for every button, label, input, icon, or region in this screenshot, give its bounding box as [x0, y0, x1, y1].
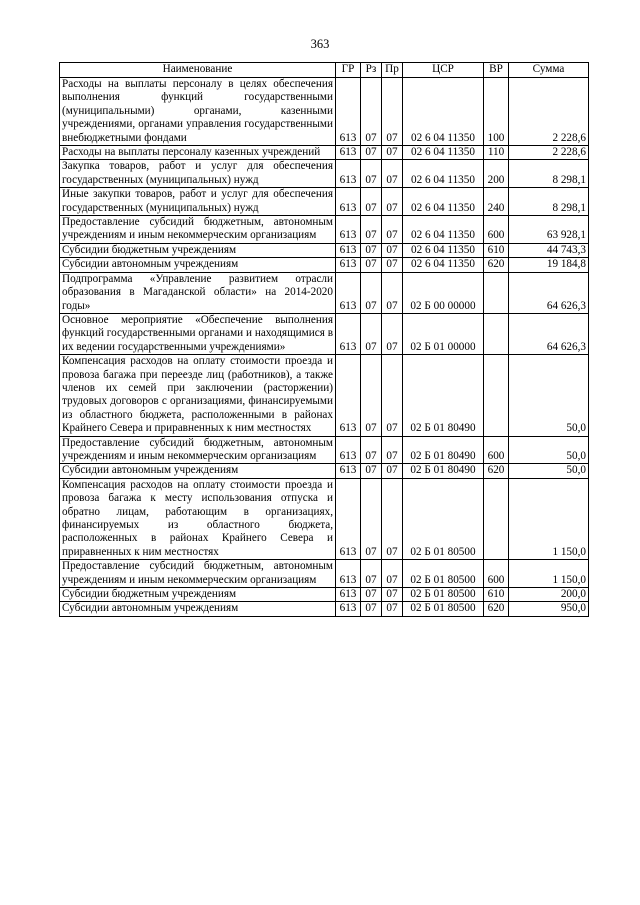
- table-row: [60, 78, 589, 146]
- cell-name: Расходы на выплаты персоналу казенных учреждений: [60, 146, 336, 160]
- table-row: [60, 258, 589, 272]
- cell-sum: 50,0: [509, 355, 589, 436]
- cell-rz: 07: [361, 216, 382, 244]
- cell-name: Компенсация расходов на оплату стоимости проезда и провоза багажа к месту использования отпуска и обратно лицам, работающим в организациях, финансируемых из областного бюджета, расположенных в районах Крайнего Севера и приравненных к ним местностях: [60, 478, 336, 559]
- cell-name: Предоставление субсидий бюджетным, автономным учреждениям и иным некоммерческим организациям: [60, 216, 336, 244]
- cell-name: Подпрограмма «Управление развитием отрасли образования в Магаданской области» на 2014-2020 годы»: [60, 272, 336, 313]
- table-row: [60, 188, 589, 216]
- page-number: 363: [310, 37, 330, 51]
- cell-rz: 07: [361, 602, 382, 616]
- cell-csr: 02 Б 01 80500: [403, 478, 484, 559]
- header-vr: ВР: [484, 63, 509, 78]
- cell-name: Предоставление субсидий бюджетным, автономным учреждениям и иным некоммерческим организациям: [60, 560, 336, 588]
- cell-csr: 02 Б 01 80500: [403, 588, 484, 602]
- cell-pr: 07: [382, 464, 403, 478]
- cell-rz: 07: [361, 478, 382, 559]
- cell-rz: 07: [361, 464, 382, 478]
- cell-csr: 02 6 04 11350: [403, 146, 484, 160]
- cell-csr: 02 Б 01 00000: [403, 313, 484, 354]
- cell-pr: 07: [382, 160, 403, 188]
- cell-csr: 02 Б 01 80490: [403, 355, 484, 436]
- budget-table: [59, 62, 589, 617]
- cell-pr: 07: [382, 146, 403, 160]
- table-row: [60, 160, 589, 188]
- cell-pr: 07: [382, 478, 403, 559]
- cell-rz: 07: [361, 436, 382, 464]
- cell-rz: 07: [361, 160, 382, 188]
- cell-rz: 07: [361, 146, 382, 160]
- cell-csr: 02 Б 01 80490: [403, 436, 484, 464]
- table-row: [60, 146, 589, 160]
- cell-gr: 613: [336, 464, 361, 478]
- cell-name: Основное мероприятие «Обеспечение выполнения функций государственными органами и находящимися в их ведении государственными учреждениями»: [60, 313, 336, 354]
- table-row: [60, 216, 589, 244]
- cell-vr: 600: [484, 436, 509, 464]
- header-name: Наименование: [60, 63, 336, 78]
- cell-vr: 110: [484, 146, 509, 160]
- table-row: [60, 436, 589, 464]
- cell-gr: 613: [336, 436, 361, 464]
- cell-gr: 613: [336, 243, 361, 257]
- table-row: [60, 588, 589, 602]
- cell-name: Иные закупки товаров, работ и услуг для обеспечения государственных (муниципальных) нужд: [60, 188, 336, 216]
- cell-rz: 07: [361, 258, 382, 272]
- cell-gr: 613: [336, 188, 361, 216]
- cell-pr: 07: [382, 243, 403, 257]
- table-row: [60, 313, 589, 354]
- cell-vr: 610: [484, 243, 509, 257]
- cell-pr: 07: [382, 313, 403, 354]
- cell-gr: 613: [336, 313, 361, 354]
- cell-pr: 07: [382, 272, 403, 313]
- cell-sum: 1 150,0: [509, 478, 589, 559]
- cell-gr: 613: [336, 560, 361, 588]
- cell-rz: 07: [361, 272, 382, 313]
- cell-gr: 613: [336, 78, 361, 146]
- header-sum: Сумма: [509, 63, 589, 78]
- cell-gr: 613: [336, 355, 361, 436]
- cell-pr: 07: [382, 588, 403, 602]
- cell-name: Компенсация расходов на оплату стоимости проезда и провоза багажа при переезде лиц (работников), а также членов их семей при заключении (расторжении) трудовых договоров с организациями, финансируемыми из областного бюджета, расположенными в районах Крайнего Севера и приравненных к ним местностях: [60, 355, 336, 436]
- cell-csr: 02 6 04 11350: [403, 258, 484, 272]
- cell-vr: 620: [484, 258, 509, 272]
- cell-sum: 2 228,6: [509, 78, 589, 146]
- table-row: [60, 355, 589, 436]
- table-body: [60, 78, 589, 617]
- cell-pr: 07: [382, 216, 403, 244]
- cell-vr: 610: [484, 588, 509, 602]
- cell-name: Субсидии бюджетным учреждениям: [60, 243, 336, 257]
- cell-name: Субсидии автономным учреждениям: [60, 258, 336, 272]
- cell-name: Закупка товаров, работ и услуг для обеспечения государственных (муниципальных) нужд: [60, 160, 336, 188]
- cell-vr: 100: [484, 78, 509, 146]
- cell-rz: 07: [361, 313, 382, 354]
- table-row: [60, 478, 589, 559]
- cell-pr: 07: [382, 188, 403, 216]
- cell-gr: 613: [336, 478, 361, 559]
- cell-sum: 19 184,8: [509, 258, 589, 272]
- table-row: [60, 272, 589, 313]
- cell-sum: 44 743,3: [509, 243, 589, 257]
- cell-sum: 64 626,3: [509, 272, 589, 313]
- cell-rz: 07: [361, 355, 382, 436]
- cell-sum: 8 298,1: [509, 188, 589, 216]
- cell-vr: 600: [484, 216, 509, 244]
- header-csr: ЦСР: [403, 63, 484, 78]
- table-row: [60, 560, 589, 588]
- cell-csr: 02 Б 01 80500: [403, 560, 484, 588]
- cell-name: Субсидии автономным учреждениям: [60, 602, 336, 616]
- cell-sum: 200,0: [509, 588, 589, 602]
- cell-pr: 07: [382, 355, 403, 436]
- cell-rz: 07: [361, 243, 382, 257]
- cell-vr: [484, 355, 509, 436]
- cell-name: Расходы на выплаты персоналу в целях обеспечения выполнения функций государственными (муниципальными) органами, казенными учреждениями, органами управления государственными внебюджетными фондами: [60, 78, 336, 146]
- cell-vr: 620: [484, 464, 509, 478]
- cell-sum: 8 298,1: [509, 160, 589, 188]
- cell-vr: 240: [484, 188, 509, 216]
- cell-gr: 613: [336, 588, 361, 602]
- header-rz: Рз: [361, 63, 382, 78]
- cell-name: Субсидии бюджетным учреждениям: [60, 588, 336, 602]
- cell-csr: 02 6 04 11350: [403, 160, 484, 188]
- cell-rz: 07: [361, 588, 382, 602]
- cell-csr: 02 Б 00 00000: [403, 272, 484, 313]
- cell-gr: 613: [336, 160, 361, 188]
- cell-vr: 600: [484, 560, 509, 588]
- cell-gr: 613: [336, 272, 361, 313]
- cell-vr: [484, 478, 509, 559]
- cell-csr: 02 6 04 11350: [403, 216, 484, 244]
- cell-csr: 02 6 04 11350: [403, 78, 484, 146]
- cell-pr: 07: [382, 436, 403, 464]
- table-header-row: [60, 63, 589, 78]
- cell-vr: 200: [484, 160, 509, 188]
- header-pr: Пр: [382, 63, 403, 78]
- cell-rz: 07: [361, 78, 382, 146]
- cell-sum: 50,0: [509, 464, 589, 478]
- cell-gr: 613: [336, 216, 361, 244]
- cell-gr: 613: [336, 258, 361, 272]
- cell-sum: 64 626,3: [509, 313, 589, 354]
- cell-sum: 50,0: [509, 436, 589, 464]
- cell-name: Субсидии автономным учреждениям: [60, 464, 336, 478]
- cell-csr: 02 Б 01 80500: [403, 602, 484, 616]
- cell-vr: [484, 313, 509, 354]
- cell-csr: 02 6 04 11350: [403, 188, 484, 216]
- cell-sum: 1 150,0: [509, 560, 589, 588]
- cell-pr: 07: [382, 258, 403, 272]
- cell-sum: 2 228,6: [509, 146, 589, 160]
- cell-pr: 07: [382, 560, 403, 588]
- cell-rz: 07: [361, 188, 382, 216]
- table-row: [60, 602, 589, 616]
- cell-vr: 620: [484, 602, 509, 616]
- cell-sum: 950,0: [509, 602, 589, 616]
- cell-gr: 613: [336, 602, 361, 616]
- cell-rz: 07: [361, 560, 382, 588]
- cell-pr: 07: [382, 602, 403, 616]
- cell-name: Предоставление субсидий бюджетным, автономным учреждениям и иным некоммерческим организациям: [60, 436, 336, 464]
- table-row: [60, 243, 589, 257]
- cell-gr: 613: [336, 146, 361, 160]
- cell-pr: 07: [382, 78, 403, 146]
- header-gr: ГР: [336, 63, 361, 78]
- table-row: [60, 464, 589, 478]
- cell-vr: [484, 272, 509, 313]
- cell-sum: 63 928,1: [509, 216, 589, 244]
- cell-csr: 02 6 04 11350: [403, 243, 484, 257]
- cell-csr: 02 Б 01 80490: [403, 464, 484, 478]
